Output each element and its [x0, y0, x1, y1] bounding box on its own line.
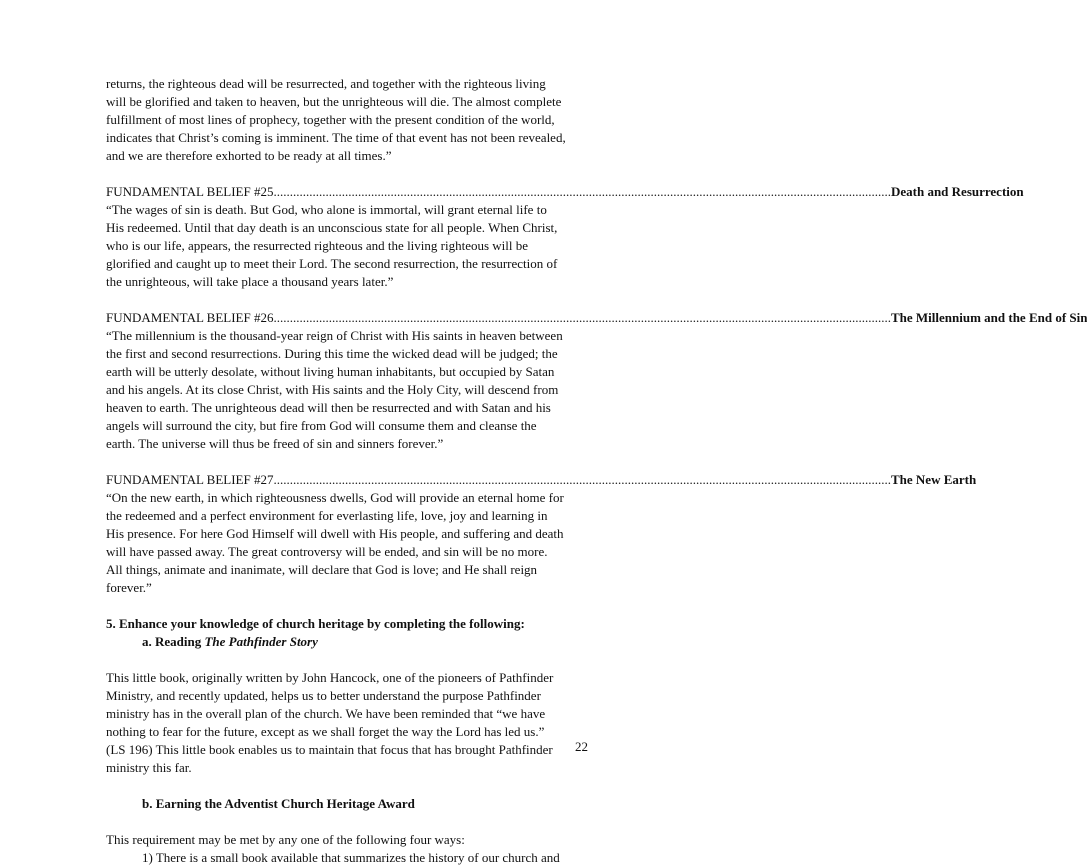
section-5b-text: This requirement may be met by any one of the following four ways: — [106, 832, 465, 847]
leader-dots: .............................................................................................................................................................................................. — [273, 472, 891, 487]
belief-text: “The millennium is the thousand-year reign of Christ with His saints in heaven between the first and second resurrections. During this time the wicked dead will be judged; the earth will be utterly desolate, without living human inhabitants, but occupied by Satan and his angels. At its close Christ, with His saints and the Holy City, will descend from heaven to earth. The unrighteous dead will then be resurrected and with Satan and his angels will surround the city, but fire from God will consume them and cleanse the earth. The universe will thus be freed of sin and sinners forever.” — [106, 328, 563, 451]
belief-heading — [106, 183, 1024, 201]
belief-prefix: FUNDAMENTAL BELIEF #27 — [106, 472, 274, 487]
belief-heading — [106, 471, 977, 489]
leader-dots: .............................................................................................................................................................................................. — [273, 184, 891, 199]
belief-title: The New Earth — [890, 472, 977, 487]
book-title: The Pathfinder Story — [204, 634, 318, 649]
belief-heading — [106, 309, 1087, 327]
belief-25 — [106, 183, 1024, 291]
belief-text: “The wages of sin is death. But God, who alone is immortal, will grant eternal life to His redeemed. Until that day death is an unconscious state for all people. When Christ, who is our life, appears, the resurrected righteous and the living righteous will be glorified and caught up to meet their Lord. The second resurrection, the resurrection of the unrighteous, will take place a thousand years later.” — [106, 202, 558, 289]
intro-paragraph: returns, the righteous dead will be resurrected, and together with the righteous living will be glorified and taken to heaven, but the unrighteous will die. The almost complete fulfillment of most lines of prophecy, together with the present condition of the world, indicates that Christ’s coming is imminent. The time of that event has not been revealed, and we are therefore exhorted to be ready at all times.” — [106, 76, 566, 163]
section-5a-label: a. Reading — [142, 634, 205, 649]
section-5b-item-1: 1) There is a small book available that summarizes the history of our church and — [142, 850, 560, 865]
belief-27 — [106, 471, 977, 597]
section-5b-heading: b. Earning the Adventist Church Heritage Award — [142, 796, 415, 811]
belief-title: The Millennium and the End of Sin — [890, 310, 1087, 325]
leader-dots: .............................................................................................................................................................................................. — [273, 310, 891, 325]
section-5a-text: This little book, originally written by John Hancock, one of the pioneers of Pathfinder Ministry, and recently updated, helps us to better understand the purpose Pathfinder ministry has in the overall plan of the church. We have been reminded that “we have nothing to fear for the future, except as we shall forget the way the Lord has led us.” (LS 196) This little book enables us to maintain that focus that has brought Pathfinder ministry this far. — [106, 670, 554, 775]
belief-prefix: FUNDAMENTAL BELIEF #26 — [106, 310, 274, 325]
belief-title: Death and Resurrection — [890, 184, 1024, 199]
section-5a-heading — [106, 633, 566, 651]
belief-text: “On the new earth, in which righteousness dwells, God will provide an eternal home for the redeemed and a perfect environment for everlasting life, love, joy and learning in His presence. For here God Himself will dwell with His people, and suffering and death will have passed away. The great controversy will be ended, and sin will be no more. All things, animate and inanimate, will declare that God is love; and He shall reign forever.” — [106, 490, 564, 595]
page-number: 22 — [575, 739, 588, 754]
belief-prefix: FUNDAMENTAL BELIEF #25 — [106, 184, 274, 199]
section-5-heading: 5. Enhance your knowledge of church heritage by completing the following: — [106, 616, 525, 631]
belief-26 — [106, 309, 1087, 453]
